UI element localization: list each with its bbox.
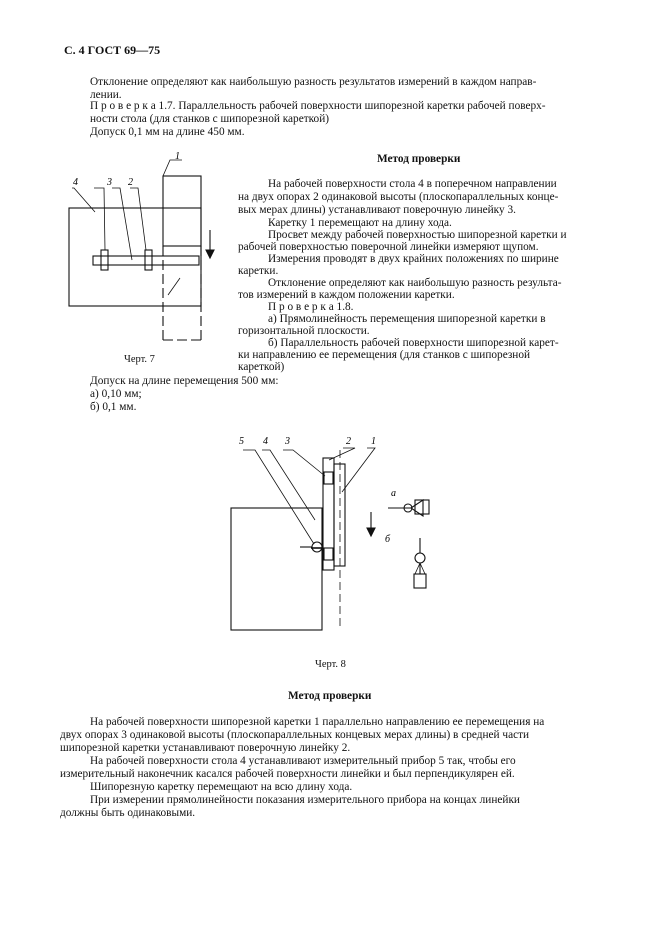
figure8-label-a: а [391, 488, 396, 499]
figure8-label-b: б [385, 534, 391, 545]
method1-line1: На рабочей поверхности стола 4 в поперечном направлении [268, 178, 557, 190]
method1-line15: ки направлению ее перемещения (для станков с шипорезной [238, 349, 531, 361]
method1-line3: вых мерах длины) устанавливают поверочную линейку 3. [238, 204, 516, 216]
method1-line13: горизонтальной плоскости. [238, 325, 370, 337]
method2-line5: измерительный наконечник касался рабочей поверхности линейки и был перпендикулярен ей. [60, 768, 515, 780]
method2-line2: двух опорах 3 одинаковой высоты (плоскопараллельных концевых мерах длины) в средней части [60, 729, 530, 741]
check-1-7-line1: П р о в е р к а 1.7. Параллельность рабочей поверхности шипорезной каретки рабочей поверх- [90, 100, 546, 112]
figure8-caption: Черт. 8 [315, 659, 346, 670]
method2-line8: должны быть одинаковыми. [60, 807, 196, 819]
figure7-drawing [60, 150, 220, 350]
method2-line1: На рабочей поверхности шипорезной каретки 1 параллельно направлению ее перемещения на [90, 716, 545, 728]
method2-line6: Шипорезную каретку перемещают на всю длину хода. [90, 781, 353, 793]
method1-line9: Отклонение определяют как наибольшую разность результа- [268, 277, 562, 289]
method1-line8: каретки. [238, 265, 279, 277]
figure7-label-4: 4 [73, 177, 78, 188]
figure7-caption: Черт. 7 [124, 354, 155, 365]
figure8-label-3: 3 [285, 436, 290, 447]
method-title-1: Метод проверки [377, 153, 461, 165]
figure8-label-1: 1 [371, 436, 376, 447]
method1-line6: рабочей поверхностью поверочной линейки измеряют щупом. [238, 241, 539, 253]
figure8-label-4: 4 [263, 436, 268, 447]
method1-line16: кареткой) [238, 361, 285, 373]
method1-line14: б) Параллельность рабочей поверхности шипорезной карет- [268, 337, 559, 349]
figure7-label-2: 2 [128, 177, 133, 188]
method1-line10: тов измерений в каждом положении каретки. [238, 289, 455, 301]
method1-line12: а) Прямолинейность перемещения шипорезной каретки в [268, 313, 546, 325]
check-1-7-line2: ности стола (для станков с шипорезной кареткой) [90, 113, 330, 125]
method-title-2: Метод проверки [288, 690, 372, 702]
tolerance-1-8-a: а) 0,10 мм; [90, 388, 142, 400]
figure7-label-3: 3 [107, 177, 112, 188]
method1-line7: Измерения проводят в двух крайних положениях по ширине [268, 253, 559, 265]
figure8-label-5: 5 [239, 436, 244, 447]
paragraph-deviation-line2: лении. [90, 89, 122, 101]
method1-line4: Каретку 1 перемещают на длину хода. [268, 217, 452, 229]
figure8-label-2: 2 [346, 436, 351, 447]
tolerance-1-7: Допуск 0,1 мм на длине 450 мм. [90, 126, 245, 138]
page-header: С. 4 ГОСТ 69—75 [64, 43, 161, 57]
figure8-drawing [225, 430, 445, 650]
figure7-label-1: 1 [175, 151, 180, 162]
method1-line11: П р о в е р к а 1.8. [268, 301, 354, 313]
tolerance-1-8: Допуск на длине перемещения 500 мм: [90, 375, 279, 387]
method1-line2: на двух опорах 2 одинаковой высоты (плоскопараллельных конце- [238, 191, 559, 203]
method2-line7: При измерении прямолинейности показания измерительного прибора на концах линейки [90, 794, 520, 806]
method2-line4: На рабочей поверхности стола 4 устанавливают измерительный прибор 5 так, чтобы его [90, 755, 516, 767]
tolerance-1-8-b: б) 0,1 мм. [90, 401, 137, 413]
method2-line3: шипорезной каретки устанавливают поверочную линейку 2. [60, 742, 351, 754]
paragraph-deviation-line1: Отклонение определяют как наибольшую разность результатов измерений в каждом направ- [90, 76, 537, 88]
method1-line5: Просвет между рабочей поверхностью шипорезной каретки и [268, 229, 567, 241]
